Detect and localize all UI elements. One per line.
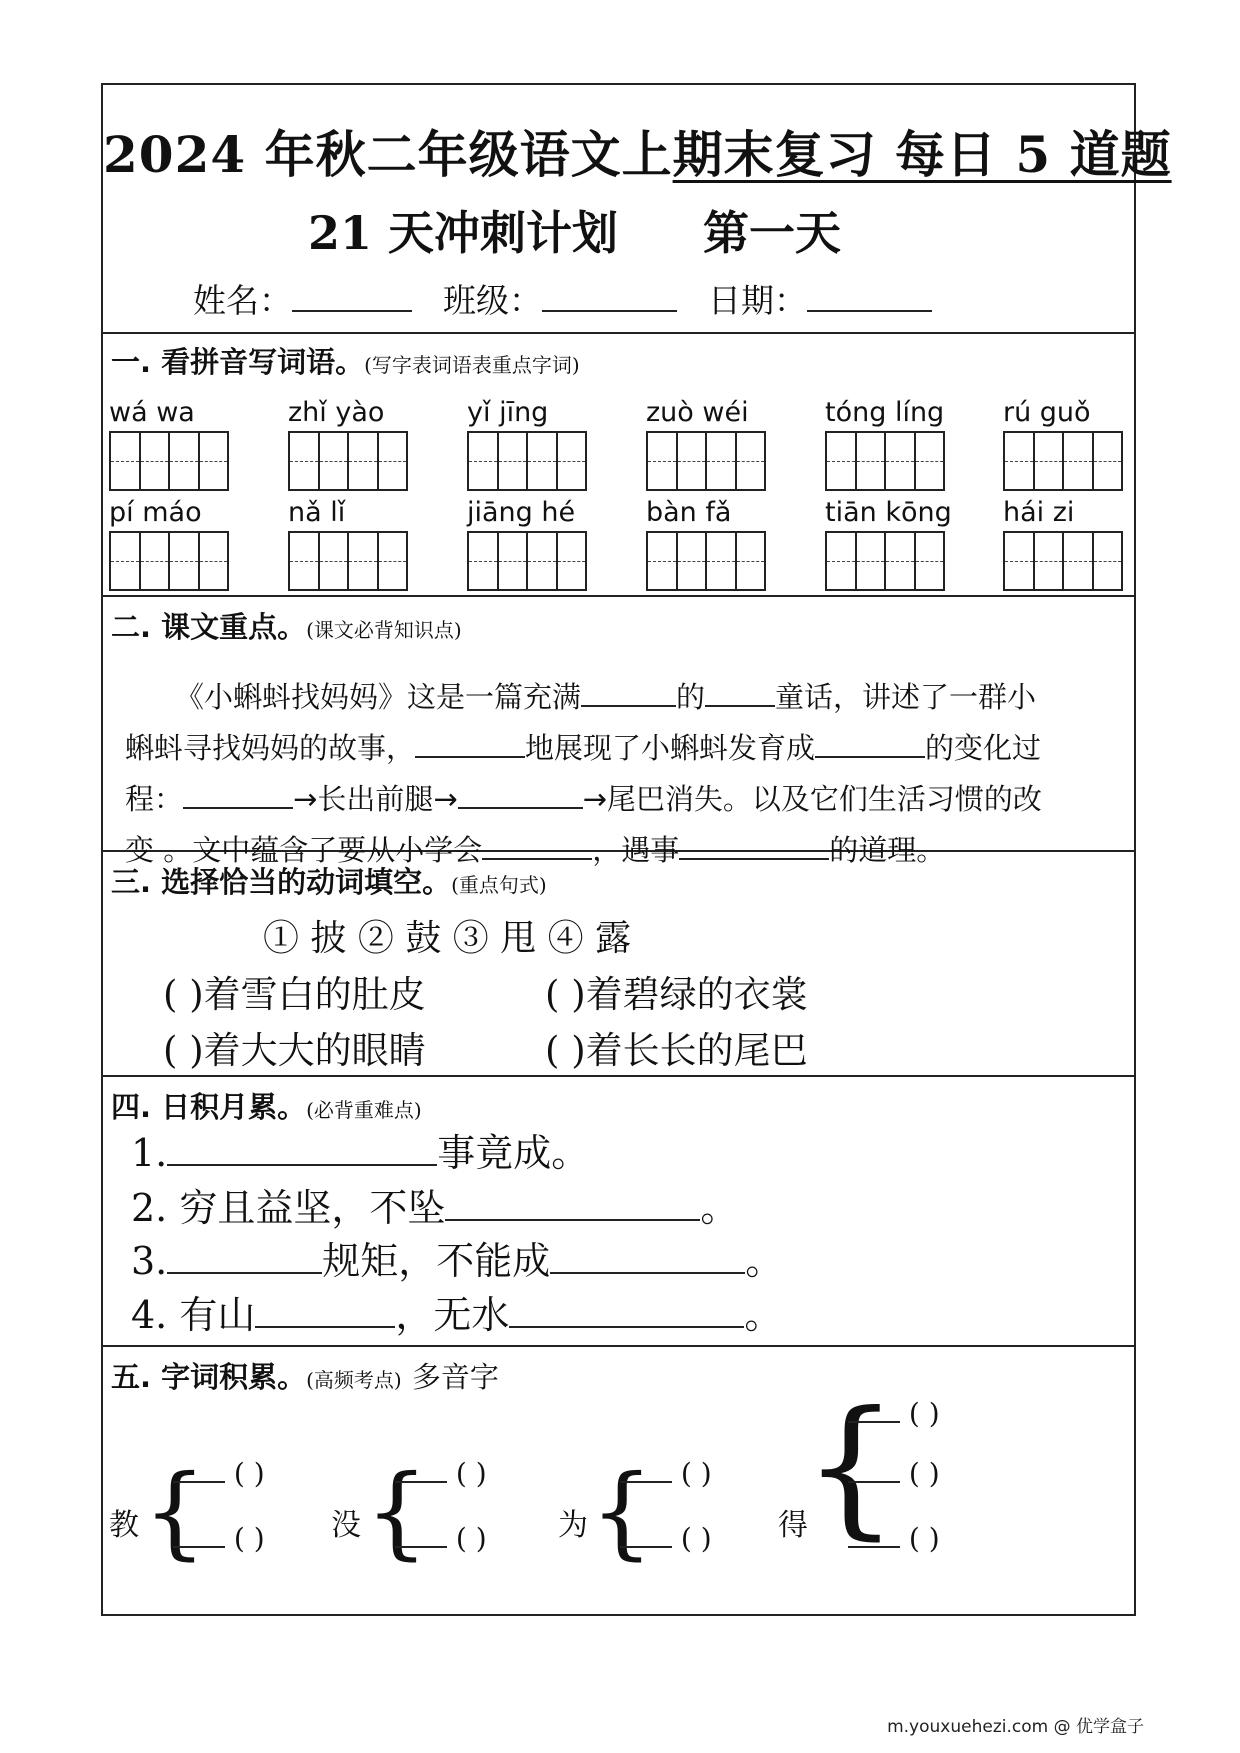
pinyin-item: nǎ lǐ xyxy=(288,497,413,591)
date-field[interactable] xyxy=(807,284,932,312)
writing-grid[interactable] xyxy=(467,531,587,591)
pinyin-item: tiān kōng xyxy=(825,497,950,591)
writing-grid[interactable] xyxy=(825,431,945,491)
polyphone-entry[interactable]: ( ) xyxy=(848,1397,940,1430)
verb-options: ① 披 ② 鼓 ③ 甩 ④ 露 xyxy=(263,918,632,959)
answer-blank[interactable] xyxy=(415,734,525,758)
brace-icon: { xyxy=(590,1453,654,1570)
pinyin-item: zuò wéi xyxy=(646,397,771,491)
pinyin-item: pí máo xyxy=(109,497,234,591)
answer-blank[interactable] xyxy=(167,1242,322,1274)
answer-blank[interactable] xyxy=(183,785,293,809)
worksheet xyxy=(101,83,1172,1616)
section-text-key-points xyxy=(103,597,1134,867)
writing-grid[interactable] xyxy=(288,431,408,491)
pinyin-item: jiāng hé xyxy=(467,497,592,591)
brace-icon: { xyxy=(365,1453,429,1570)
answer-blank[interactable] xyxy=(581,683,676,707)
section-title: 一. 看拼音写词语。(写字表词语表重点字词) xyxy=(111,345,580,379)
pinyin-item: rú guǒ xyxy=(1003,397,1128,491)
polyphone-entry[interactable]: ( ) xyxy=(173,1457,265,1490)
pinyin-item: tóng líng xyxy=(825,397,950,491)
day-label: 第一天 xyxy=(703,206,841,260)
name-label: 姓名： xyxy=(193,281,292,320)
section-title: 三. 选择恰当的动词填空。(重点句式) xyxy=(111,865,547,899)
answer-blank[interactable] xyxy=(445,1189,700,1221)
writing-grid[interactable] xyxy=(467,431,587,491)
footer-watermark: m.youxuehezi.com @ 优学盒子 xyxy=(887,1717,1144,1737)
verb-blank-item[interactable]: ( )着大大的眼睛 xyxy=(163,1029,426,1072)
pinyin-item: hái zi xyxy=(1003,497,1128,591)
writing-grid[interactable] xyxy=(646,431,766,491)
writing-grid[interactable] xyxy=(825,531,945,591)
answer-blank[interactable] xyxy=(815,734,925,758)
polyphone-entry[interactable]: ( ) xyxy=(173,1522,265,1555)
idiom-line: 3. 规矩，不能成 。 xyxy=(131,1239,784,1283)
polyphone-entry[interactable]: ( ) xyxy=(395,1457,487,1490)
polyphone-char: 得 xyxy=(778,1508,808,1543)
polyphone-entry[interactable]: ( ) xyxy=(620,1522,712,1555)
idiom-line: 1. 事竟成。 xyxy=(131,1131,590,1175)
brace-icon: { xyxy=(143,1453,207,1570)
writing-grid[interactable] xyxy=(1003,531,1123,591)
section-pinyin xyxy=(103,332,1134,597)
polyphone-entry[interactable]: ( ) xyxy=(848,1522,940,1555)
date-label: 日期： xyxy=(708,281,807,320)
section-polyphonic xyxy=(103,1347,1134,1616)
idiom-line: 2. 穷且益坚，不坠 。 xyxy=(131,1186,739,1230)
student-info-row xyxy=(193,275,932,322)
plan-title: 21 天冲刺计划 xyxy=(308,206,619,260)
writing-grid[interactable] xyxy=(1003,431,1123,491)
verb-blank-item[interactable]: ( )着碧绿的衣裳 xyxy=(545,973,808,1016)
class-field[interactable] xyxy=(542,284,677,312)
class-label: 班级： xyxy=(443,281,542,320)
answer-blank[interactable] xyxy=(167,1134,437,1166)
idiom-line: 4. 有山 ，无水 。 xyxy=(131,1293,783,1337)
pinyin-item: yǐ jīng xyxy=(467,397,592,491)
answer-blank[interactable] xyxy=(255,1296,395,1328)
writing-grid[interactable] xyxy=(288,531,408,591)
section-verb-choice xyxy=(103,852,1134,1077)
verb-blank-item[interactable]: ( )着雪白的肚皮 xyxy=(163,973,426,1016)
pinyin-item: zhǐ yào xyxy=(288,397,413,491)
answer-blank[interactable] xyxy=(509,1296,744,1328)
polyphone-char: 教 xyxy=(109,1508,139,1543)
polyphone-entry[interactable]: ( ) xyxy=(395,1522,487,1555)
writing-grid[interactable] xyxy=(646,531,766,591)
section-title: 五. 字词积累。(高频考点) 多音字 xyxy=(111,1360,499,1394)
worksheet-header xyxy=(103,85,1172,334)
key-point-paragraph: 《小蝌蚪找妈妈》这是一篇充满 的 童话，讲述了一群小 蝌蚪寻找妈妈的故事， 地展现了小蝌蚪发育成 的变化过 程： →长出前腿→ →尾巴消失。以及它们生活习惯的改 变 。文中蕴含了要从小学会 ，遇事 的道理。 xyxy=(125,680,1042,867)
page-title: 2024 年秋二年级语文上期末复习 每日 5 道题 xyxy=(103,125,1172,184)
brace-icon: { xyxy=(803,1380,899,1554)
polyphone-char: 没 xyxy=(331,1508,361,1543)
pinyin-item: bàn fǎ xyxy=(646,497,771,591)
answer-blank[interactable] xyxy=(550,1242,745,1274)
section-title: 四. 日积月累。(必背重难点) xyxy=(111,1090,422,1124)
writing-grid[interactable] xyxy=(109,431,229,491)
section-title: 二. 课文重点。(课文必背知识点) xyxy=(111,610,462,644)
polyphone-entry[interactable]: ( ) xyxy=(620,1457,712,1490)
name-field[interactable] xyxy=(292,284,412,312)
polyphone-entry[interactable]: ( ) xyxy=(848,1457,940,1490)
section-daily-accumulation xyxy=(103,1077,1134,1347)
polyphone-char: 为 xyxy=(558,1508,588,1543)
answer-blank[interactable] xyxy=(458,785,583,809)
pinyin-item: wá wa xyxy=(109,397,234,491)
answer-blank[interactable] xyxy=(705,683,775,707)
verb-blank-item[interactable]: ( )着长长的尾巴 xyxy=(545,1029,808,1072)
writing-grid[interactable] xyxy=(109,531,229,591)
